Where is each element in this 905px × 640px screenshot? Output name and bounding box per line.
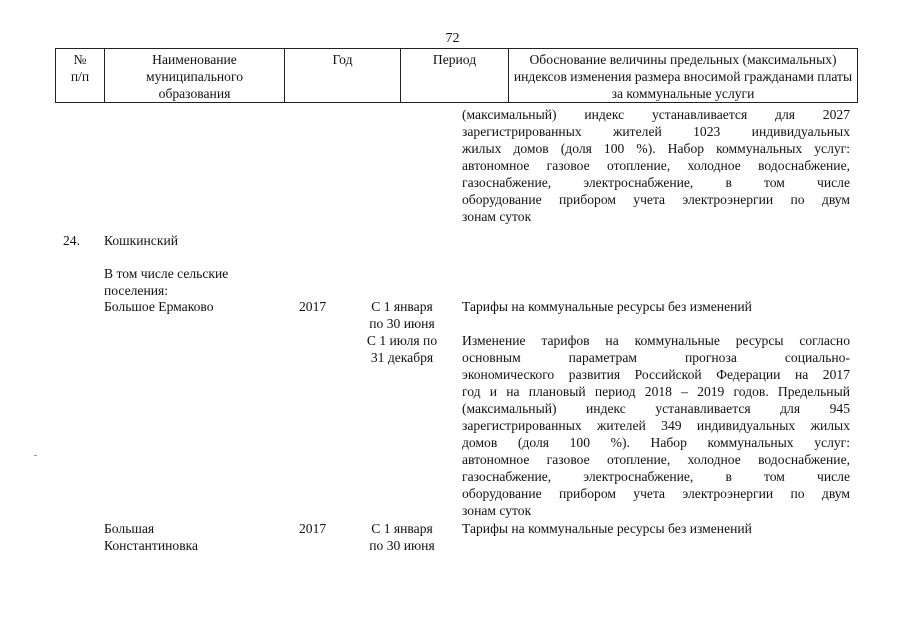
text-line: (максимальный) индекс устанавливается для 2027 xyxy=(462,107,850,122)
text-line: газоснабжение, электроснабжение, в том числе xyxy=(462,469,850,484)
row-basis xyxy=(462,332,850,519)
row-period: С 1 июля по 31 декабря xyxy=(366,333,438,365)
text-line: (максимальный) индекс устанавливается для 945 xyxy=(462,401,850,416)
text-line: основным параметрам прогноза социально- xyxy=(462,350,850,365)
text-line: оборудование прибором учета электроэнергии по двум xyxy=(462,192,850,207)
continuation-text xyxy=(462,106,850,225)
row-period: С 1 января по 30 июня xyxy=(369,521,435,553)
row-basis: Тарифы на коммунальные ресурсы без изменений xyxy=(462,299,752,314)
text-line: зарегистрированных жителей 1023 индивидуальных xyxy=(462,124,850,139)
text-line: автономное газовое отопление, холодное водоснабжение, xyxy=(462,452,850,467)
district-name: Кошкинский xyxy=(104,233,178,248)
text-line: экономического развития Российской Федерации на 2017 xyxy=(462,367,850,382)
header-year: Год xyxy=(284,49,400,102)
header-num: № п/п xyxy=(70,52,90,84)
table-header xyxy=(55,48,858,103)
scan-mark xyxy=(34,455,37,456)
row-year: 2017 xyxy=(299,521,327,536)
row-period: С 1 января по 30 июня xyxy=(369,299,435,331)
text-line: газоснабжение, электроснабжение, в том числе xyxy=(462,175,850,190)
header-basis: Обоснование величины предельных (максимальных) индексов изменения размера вносимой гражданами платы за коммунальные услуги xyxy=(508,49,857,102)
settlement-name: Большая Константиновка xyxy=(104,521,199,553)
text-line: жилых домов (доля 100 %). Набор коммунальных услуг: xyxy=(462,141,850,156)
text-line: Изменение тарифов на коммунальные ресурсы согласно xyxy=(462,333,850,348)
subheading: В том числе сельские поселения: xyxy=(104,266,229,298)
row-basis: Тарифы на коммунальные ресурсы без изменений xyxy=(462,521,752,536)
page-number: 72 xyxy=(445,31,460,46)
row-year: 2017 xyxy=(299,299,327,314)
text-line: автономное газовое отопление, холодное водоснабжение, xyxy=(462,158,850,173)
text-line: зонам суток xyxy=(462,503,532,518)
text-line: зонам суток xyxy=(462,209,532,224)
text-line: зарегистрированных жителей 349 индивидуальных жилых xyxy=(462,418,850,433)
settlement-name: Большое Ермаково xyxy=(104,299,214,314)
header-period: Период xyxy=(400,49,508,102)
text-line: оборудование прибором учета электроэнергии по двум xyxy=(462,486,850,501)
district-number: 24. xyxy=(63,233,80,248)
header-name: Наименование муниципального образования xyxy=(104,49,284,102)
text-line: год и на плановый период 2018 – 2019 годов. Предельный xyxy=(462,384,850,399)
text-line: домов (доля 100 %). Набор коммунальных услуг: xyxy=(462,435,850,450)
